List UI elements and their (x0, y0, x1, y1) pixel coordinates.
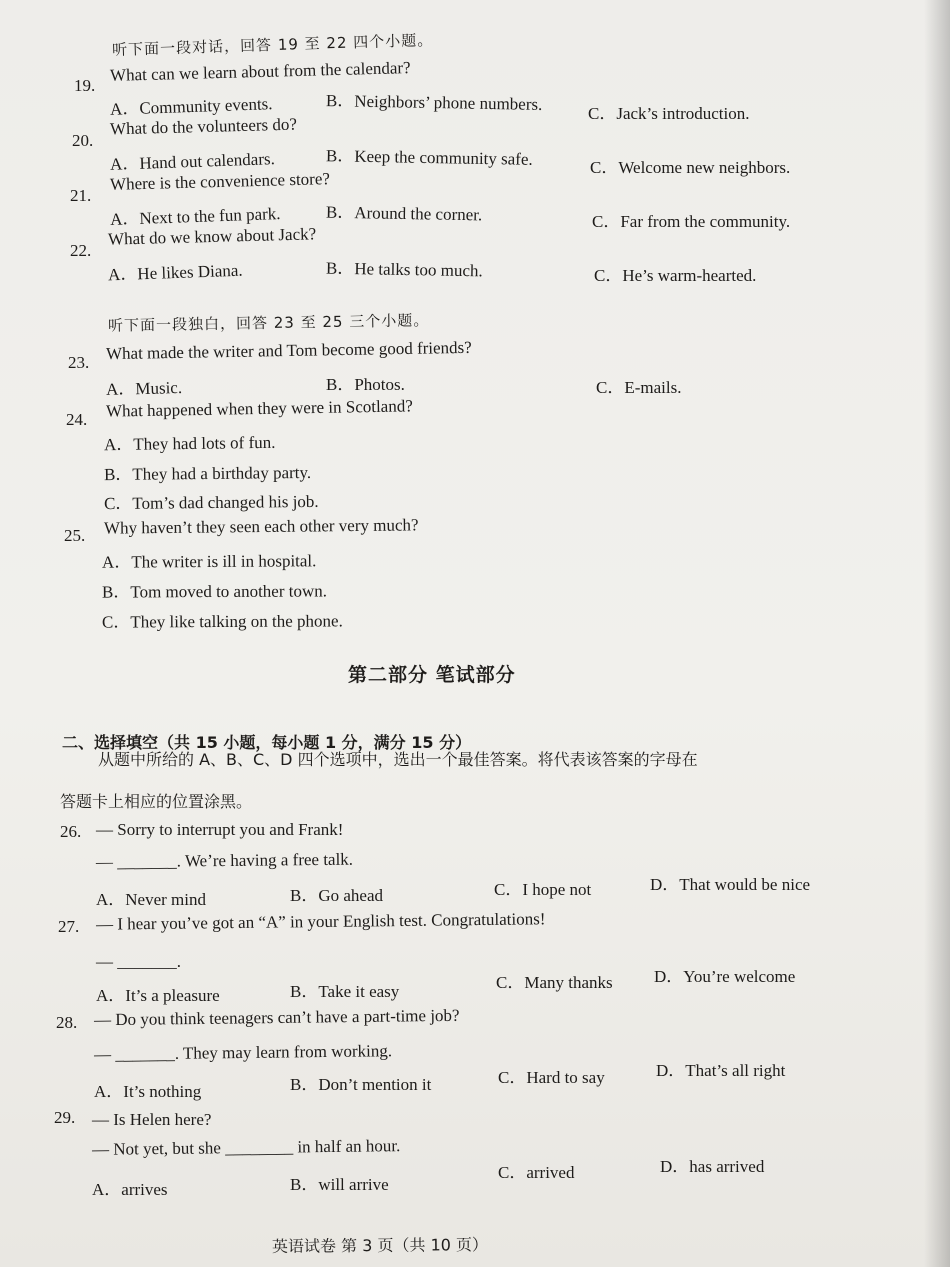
q27-number: 27. (58, 917, 80, 936)
q29-option-b: B．will arrive (290, 1175, 389, 1194)
part2-heading: 第二部分 笔试部分 (348, 664, 516, 686)
q23-stem: What made the writer and Tom become good friends? (105, 337, 472, 364)
q29-line-1: — Is Helen here? (92, 1110, 212, 1129)
q27-option-c: C．Many thanks (496, 973, 613, 992)
q29-option-a: A．arrives (92, 1180, 168, 1199)
directions-line-1: 从题中所给的 A、B、C、D 四个选项中，选出一个最佳答案。将代表该答案的字母在 (98, 750, 698, 769)
q28-option-d: D．That’s all right (656, 1061, 786, 1080)
q27-option-b: B．Take it easy (290, 982, 400, 1001)
q21-stem: Where is the convenience store? (109, 169, 331, 194)
q22-option-c: C．He’s warm-hearted. (594, 266, 757, 285)
q29-line-2: — Not yet, but she ________ in half an hour. (91, 1136, 401, 1159)
page-edge-shadow (924, 0, 950, 1267)
q20-option-a: A．Hand out calendars. (109, 149, 276, 174)
q28-line-2: — _______. They may learn from working. (93, 1041, 393, 1064)
q22-option-b: B．He talks too much. (325, 258, 483, 281)
q19-option-a: A．Community events. (109, 94, 273, 119)
q19-number: 19. (74, 76, 96, 95)
q21-option-b: B．Around the corner. (325, 202, 483, 225)
q28-option-b: B．Don’t mention it (290, 1075, 432, 1094)
q26-option-b: B．Go ahead (290, 886, 384, 905)
q29-number: 29. (54, 1108, 76, 1127)
q27-option-a: A．It’s a pleasure (96, 986, 220, 1005)
q22-stem: What do we know about Jack? (107, 224, 317, 249)
q20-option-c: C．Welcome new neighbors. (590, 158, 791, 177)
q24-option-b: B．They had a birthday party. (103, 462, 312, 485)
q24-number: 24. (66, 410, 88, 429)
q28-option-a: A．It’s nothing (94, 1082, 202, 1101)
page-footer: 英语试卷 第 3 页（共 10 页） (271, 1235, 489, 1256)
q26-option-d: D．That would be nice (650, 875, 811, 894)
q21-option-c: C．Far from the community. (592, 212, 791, 231)
q23-option-b: B．Photos. (326, 375, 405, 394)
q24-stem: What happened when they were in Scotland? (105, 396, 413, 421)
q20-stem: What do the volunteers do? (109, 114, 298, 139)
instruction-monologue: 听下面一段独白，回答 23 至 25 三个小题。 (107, 311, 430, 335)
q23-option-c: C．E-mails. (596, 378, 682, 397)
q29-option-c: C．arrived (498, 1163, 575, 1182)
q19-stem: What can we learn about from the calendar? (109, 58, 411, 85)
instruction-dialogue: 听下面一段对话，回答 19 至 22 四个小题。 (111, 30, 434, 60)
q28-number: 28. (56, 1013, 78, 1032)
q25-stem: Why haven’t they seen each other very much? (103, 515, 419, 538)
q23-number: 23. (68, 353, 90, 372)
q28-option-c: C．Hard to say (498, 1068, 605, 1087)
q23-option-a: A．Music. (105, 378, 183, 399)
section-title: 二、选择填空（共 15 小题，每小题 1 分，满分 15 分） (62, 733, 472, 752)
q20-number: 20. (72, 131, 94, 150)
q25-number: 25. (64, 526, 86, 545)
q24-option-a: A．They had lots of fun. (103, 432, 276, 455)
q21-number: 21. (70, 186, 92, 205)
q26-line-2: — _______. We’re having a free talk. (95, 849, 354, 872)
q25-option-c: C．They like talking on the phone. (101, 611, 343, 632)
q26-option-c: C．I hope not (494, 880, 592, 899)
q27-line-1: — I hear you’ve got an “A” in your English test. Congratulations! (95, 909, 546, 934)
q22-number: 22. (70, 241, 92, 260)
q27-line-2: — _______. (96, 952, 181, 971)
q22-option-a: A．He likes Diana. (107, 260, 243, 285)
q19-option-b: B．Neighbors’ phone numbers. (325, 91, 543, 114)
q25-option-b: B．Tom moved to another town. (101, 581, 328, 602)
q24-option-c: C．Tom’s dad changed his job. (103, 491, 319, 514)
q25-option-a: A．The writer is ill in hospital. (101, 551, 317, 572)
q26-option-a: A．Never mind (96, 890, 207, 909)
q27-option-d: D．You’re welcome (654, 967, 796, 986)
q20-option-b: B．Keep the community safe. (325, 146, 533, 169)
q21-option-a: A．Next to the fun park. (109, 204, 281, 229)
q26-number: 26. (60, 822, 82, 841)
q29-option-d: D．has arrived (660, 1157, 765, 1176)
directions-line-2: 答题卡上相应的位置涂黑。 (60, 792, 253, 811)
q26-line-1: — Sorry to interrupt you and Frank! (96, 820, 344, 839)
q19-option-c: C．Jack’s introduction. (588, 104, 750, 123)
q28-line-1: — Do you think teenagers can’t have a part-time job? (93, 1005, 460, 1030)
